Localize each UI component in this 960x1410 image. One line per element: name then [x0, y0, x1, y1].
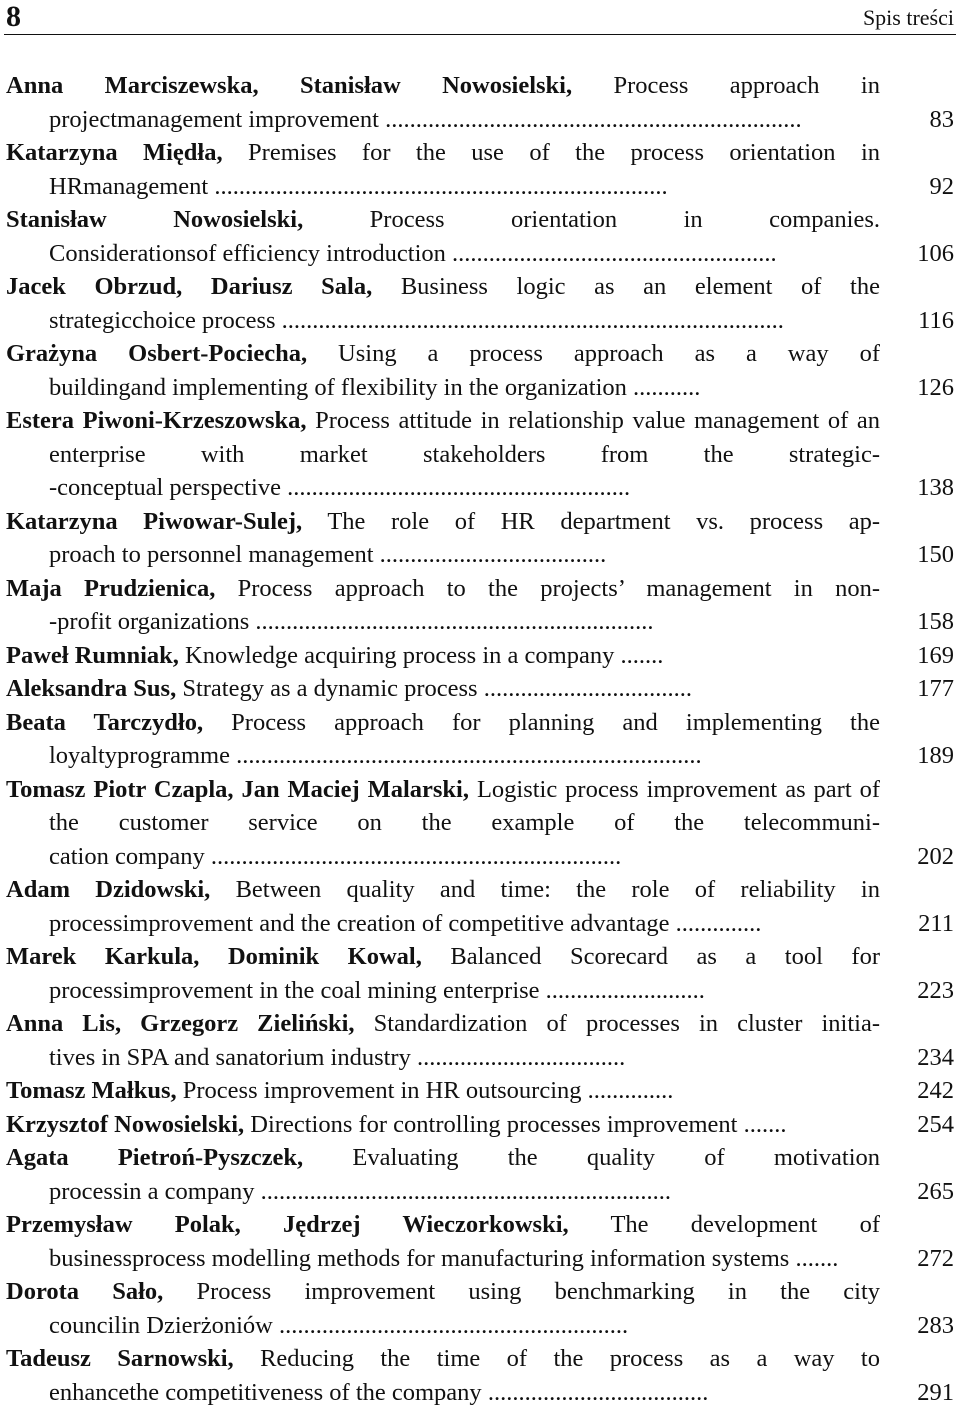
toc-page-number: 265: [917, 1177, 954, 1205]
toc-entry-text: [6, 1208, 880, 1275]
toc-entry: [6, 1275, 954, 1342]
toc-entry-authors: Przemysław Polak, Jędrzej Wieczorkowski,: [6, 1211, 569, 1238]
toc-entry-title-end: Strategy as a dynamic process: [176, 675, 478, 702]
toc-leader-dots: ...................................................................: [254, 1177, 671, 1205]
toc-entry-authors: Tomasz Piotr Czapla, Jan Maciej Malarski,: [6, 775, 469, 803]
toc-entry-title: Balanced Scorecard as a tool for process: [49, 943, 880, 1004]
toc-entry: [6, 203, 954, 270]
toc-entry-title-end: proach to personnel management: [49, 541, 374, 568]
toc-entry-text: [6, 404, 880, 505]
toc-leader-dots: ...........: [626, 373, 701, 401]
toc-entry-authors: Agata Pietroń-Pyszczek,: [6, 1144, 304, 1171]
toc-entry: [6, 572, 954, 639]
toc-entry-text: [6, 136, 880, 203]
toc-entry-text: [6, 69, 880, 136]
toc-entry: [6, 505, 954, 572]
toc-entry-title-last-line: [83, 173, 668, 200]
toc-entry-text: [6, 1074, 880, 1108]
toc-page-number: 254: [917, 1110, 954, 1138]
toc-entry-text: [6, 270, 880, 337]
toc-entry: [6, 1208, 954, 1275]
toc-entry-authors: Adam Dzidowski,: [6, 876, 211, 903]
toc-entry-authors: Dorota Sało,: [6, 1278, 164, 1305]
toc-page-number: 202: [917, 842, 954, 870]
toc-entry-title-end: in Dzierżoniów: [121, 1311, 273, 1339]
toc-entry-title-end: Directions for controlling processes improvement: [244, 1110, 738, 1138]
toc-entry-title-last-line: [117, 106, 802, 133]
toc-entry-authors: Beata Tarczydło,: [6, 708, 204, 736]
toc-entry: [6, 270, 954, 337]
table-of-contents: [6, 69, 954, 1409]
toc-entry-title-last-line: [129, 1379, 708, 1406]
toc-entry-title-end: improvement in the coal mining enterprise: [122, 976, 540, 1004]
toc-entry-title-end: improvement and the creation of competitive advantage: [122, 909, 670, 937]
toc-leader-dots: ............................................................................: [229, 742, 702, 769]
toc-entry-authors: Krzysztof Nowosielski,: [6, 1110, 245, 1138]
toc-entry-title-last-line: [49, 843, 621, 870]
toc-entry-title: Process approach in project: [49, 72, 880, 133]
toc-entry-title: Process approach for planning and implementing the loyalty: [49, 708, 880, 769]
toc-entry-text: [6, 1275, 880, 1342]
toc-leader-dots: .......: [614, 641, 664, 669]
toc-entry-title: Premises for the use of the process orientation in HR: [49, 139, 880, 200]
toc-entry-text: [6, 337, 880, 404]
toc-entry-title-end: in a company: [122, 1177, 255, 1205]
toc-entry: [6, 1074, 954, 1108]
toc-entry-title-last-line: [244, 1111, 786, 1138]
toc-entry-title: Process attitude in relationship value management of an enterprise with market stakeholders from the strategic-: [49, 407, 880, 468]
toc-leader-dots: .......: [789, 1244, 839, 1272]
toc-page-number: 116: [918, 306, 954, 334]
toc-leader-dots: .....................................: [373, 541, 607, 568]
toc-entry-authors: Marek Karkula, Dominik Kowal,: [6, 943, 422, 970]
toc-entry-title: Logistic process improvement as part of the customer service on the example of the telecommuni-: [49, 775, 880, 836]
toc-page-number: 234: [917, 1043, 954, 1071]
toc-entry-title: Process improvement using benchmarking in the city council: [49, 1278, 880, 1339]
toc-entry-authors: Estera Piwoni-Krzeszowska,: [6, 407, 307, 434]
toc-entry-text: [6, 940, 880, 1007]
toc-entry-title-end: management improvement: [117, 105, 379, 133]
toc-entry-text: [6, 203, 880, 270]
toc-entry-authors: Grażyna Osbert-Pociecha,: [6, 340, 308, 367]
toc-entry-title: Standardization of processes in cluster initia-: [354, 1010, 880, 1037]
toc-entry-title: Using a process approach as a way of building: [49, 340, 880, 401]
toc-entry-title: The development of business: [49, 1211, 880, 1272]
toc-entry-title-last-line: [49, 474, 630, 501]
toc-entry: [6, 873, 954, 940]
toc-page-number: 158: [917, 608, 954, 635]
toc-page-number: 211: [918, 909, 954, 937]
toc-leader-dots: .................................................................: [249, 608, 654, 635]
toc-entry-title: Evaluating the quality of motivation process: [49, 1144, 880, 1205]
toc-entry-title: The role of HR department vs. process ap-: [302, 507, 880, 535]
toc-entry-authors: Maja Prudzienica,: [6, 574, 216, 602]
toc-entry-title-end: Process improvement in HR outsourcing: [176, 1077, 582, 1104]
toc-entry-title-end: the competitiveness of the company: [129, 1378, 482, 1406]
toc-leader-dots: ....................................: [481, 1378, 709, 1406]
running-head: Spis treści: [862, 5, 954, 30]
toc-entry-title: Business logic as an element of the strategic: [49, 273, 880, 334]
toc-entry-title-end: -profit organizations: [49, 608, 250, 635]
toc-leader-dots: ..........................: [539, 976, 705, 1004]
toc-entry-title-last-line: [176, 675, 692, 702]
toc-entry: [6, 69, 954, 136]
toc-entry-title-last-line: [117, 742, 702, 769]
toc-page-number: 291: [917, 1378, 954, 1406]
toc-entry: [6, 940, 954, 1007]
toc-entry-title-end: process modelling methods for manufacturing information systems: [132, 1244, 790, 1272]
toc-entry-title-end: -conceptual perspective: [49, 474, 281, 501]
toc-entry-text: [6, 639, 880, 673]
toc-page-number: 223: [917, 976, 954, 1004]
toc-leader-dots: ........................................................: [280, 474, 631, 501]
toc-page-number: 150: [917, 541, 954, 568]
toc-entry: [6, 706, 954, 773]
toc-page-number: 242: [917, 1077, 954, 1104]
toc-leader-dots: ...................................................................: [204, 842, 622, 870]
toc-entry: [6, 136, 954, 203]
toc-entry-title-last-line: [49, 608, 654, 635]
toc-entry-authors: Anna Lis, Grzegorz Zieliński,: [6, 1010, 355, 1037]
toc-entry-title-end: cation company: [49, 842, 205, 870]
toc-entry-authors: Jacek Obrzud, Dariusz Sala,: [6, 273, 373, 300]
toc-entry-title-last-line: [49, 541, 606, 568]
page-header: [0, 0, 960, 38]
toc-entry-title-last-line: [121, 1312, 628, 1339]
toc-page-number: 106: [917, 239, 954, 267]
toc-entry-title-last-line: [179, 642, 663, 669]
toc-entry-authors: Katarzyna Międła,: [6, 139, 223, 166]
toc-page-number: 177: [917, 675, 954, 702]
toc-entry: [6, 672, 954, 706]
toc-entry-title-end: management: [83, 172, 209, 200]
toc-entry-title-last-line: [177, 1077, 674, 1104]
header-rule: [4, 34, 956, 35]
toc-entry-text: [6, 572, 880, 639]
toc-entry-title: Process orientation in companies. Considerations: [49, 206, 880, 267]
toc-entry-title-end: of efficiency introduction: [196, 239, 446, 267]
toc-entry-title-last-line: [132, 1245, 838, 1272]
toc-entry: [6, 337, 954, 404]
toc-entry-authors: Stanisław Nowosielski,: [6, 206, 304, 233]
toc-entry-authors: Aleksandra Sus,: [6, 675, 177, 702]
toc-entry-title: Between quality and time: the role of reliability in process: [49, 876, 880, 937]
toc-entry-title-end: Knowledge acquiring process in a company: [178, 641, 615, 669]
toc-leader-dots: ....................................................................: [378, 105, 802, 133]
toc-leader-dots: ..............: [581, 1077, 674, 1104]
toc-leader-dots: ..................................: [410, 1043, 626, 1071]
toc-entry-title-last-line: [132, 307, 784, 334]
toc-entry-text: [6, 1007, 880, 1074]
toc-page-number: 169: [917, 641, 954, 669]
toc-entry-authors: Anna Marciszewska, Stanisław Nowosielski,: [6, 72, 573, 99]
page-number: 8: [6, 0, 21, 33]
toc-leader-dots: .....................................................: [445, 239, 777, 267]
toc-entry: [6, 1108, 954, 1142]
toc-entry-authors: Tadeusz Sarnowski,: [6, 1345, 234, 1372]
toc-entry-text: [6, 1342, 880, 1409]
toc-page-number: 126: [917, 373, 954, 401]
toc-entry-title: Process approach to the projects’ management in non-: [215, 574, 880, 602]
toc-entry: [6, 1342, 954, 1409]
toc-entry-title-last-line: [49, 1044, 625, 1071]
toc-entry-text: [6, 672, 880, 706]
toc-entry: [6, 404, 954, 505]
toc-entry-title-end: programme: [117, 742, 230, 769]
toc-entry-title-last-line: [122, 1178, 671, 1205]
toc-page-number: 138: [917, 474, 954, 501]
toc-entry-title-last-line: [122, 977, 704, 1004]
toc-page-number: 83: [929, 105, 954, 133]
toc-page-number: 92: [929, 172, 954, 200]
toc-entry-title-end: choice process: [132, 306, 276, 334]
toc-leader-dots: ..............: [669, 909, 762, 937]
toc-entry-text: [6, 706, 880, 773]
toc-entry: [6, 773, 954, 874]
toc-entry: [6, 1007, 954, 1074]
toc-entry-title-last-line: [196, 240, 777, 267]
toc-entry: [6, 1141, 954, 1208]
toc-entry-authors: Paweł Rumniak,: [6, 641, 179, 669]
toc-entry-title-end: tives in SPA and sanatorium industry: [49, 1043, 411, 1071]
toc-entry: [6, 639, 954, 673]
toc-entry-text: [6, 1108, 880, 1142]
toc-entry-title: Reducing the time of the process as a way to enhance: [49, 1345, 880, 1406]
toc-leader-dots: ..................................................................................: [275, 306, 784, 334]
toc-leader-dots: .......: [737, 1110, 787, 1138]
toc-leader-dots: ..........................................................................: [208, 172, 668, 200]
toc-entry-authors: Katarzyna Piwowar-Sulej,: [6, 507, 303, 535]
toc-page-number: 272: [917, 1244, 954, 1272]
toc-entry-authors: Tomasz Małkus,: [6, 1077, 177, 1104]
toc-entry-title-last-line: [122, 910, 761, 937]
toc-entry-text: [6, 505, 880, 572]
toc-entry-text: [6, 1141, 880, 1208]
toc-page-number: 283: [917, 1311, 954, 1339]
toc-entry-text: [6, 773, 880, 874]
toc-leader-dots: .........................................................: [272, 1311, 629, 1339]
toc-entry-text: [6, 873, 880, 940]
toc-entry-title-end: and implementing of flexibility in the organization: [130, 373, 627, 401]
toc-page-number: 189: [917, 742, 954, 769]
toc-leader-dots: ..................................: [477, 675, 692, 702]
toc-entry-title-last-line: [131, 374, 701, 401]
